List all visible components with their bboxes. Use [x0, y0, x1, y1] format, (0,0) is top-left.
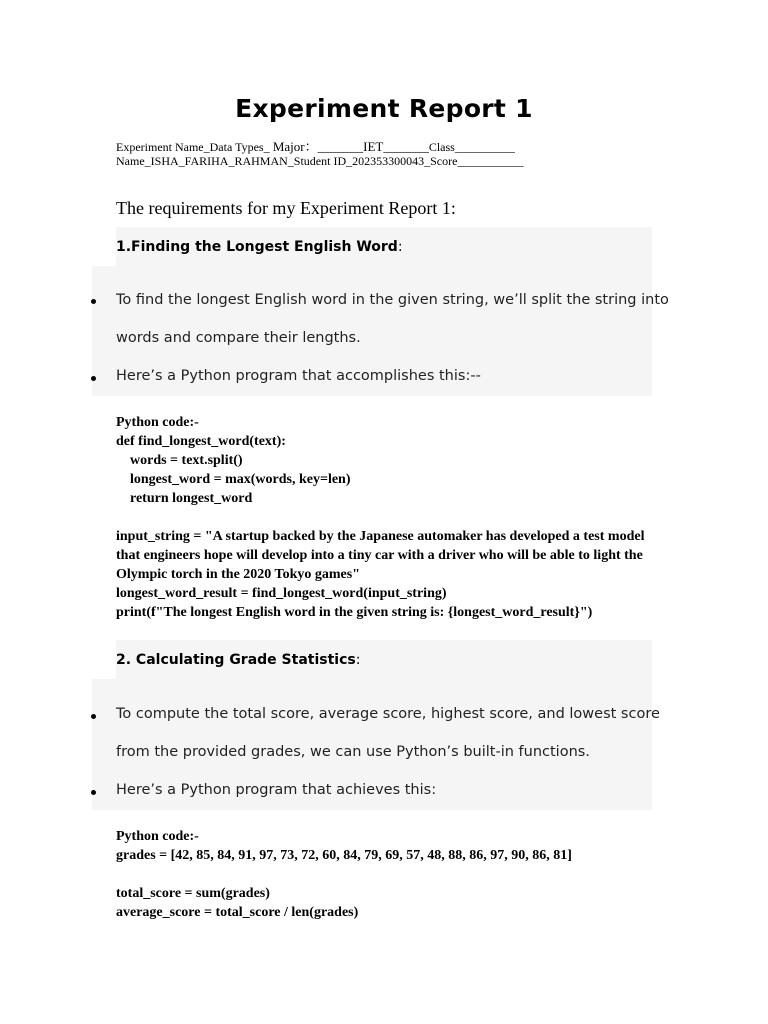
section-1-bullet-1-cont: words and compare their lengths. — [116, 330, 361, 346]
section-2-bullet-1: To compute the total score, average score, highest score, and lowest score — [116, 706, 660, 722]
bullet-icon — [91, 714, 96, 719]
class-value: __________ — [454, 140, 515, 154]
code-line: words = text.split() — [130, 453, 243, 468]
code-line: Python code:- — [116, 829, 199, 844]
code-line: grades = [42, 85, 84, 91, 97, 73, 72, 60, 84, 79, 69, 57, 48, 88, 86, 97, 90, 86, 81] — [116, 848, 572, 863]
student-id-label: Student ID — [293, 154, 347, 168]
section-1-bullet-1: To find the longest English word in the given string, we’ll split the string into — [116, 292, 669, 308]
student-id-value: _202353300043_ — [346, 154, 431, 168]
code-line: print(f"The longest English word in the given string is: {longest_word_result}") — [116, 605, 593, 620]
score-value: ___________ — [457, 154, 524, 168]
class-label: Class — [428, 140, 455, 154]
code-line: def find_longest_word(text): — [116, 434, 286, 449]
page-title: Experiment Report 1 — [235, 94, 533, 123]
section-2-heading-text: 2. Calculating Grade Statistics — [116, 652, 356, 668]
section-2-bullet-1-cont: from the provided grades, we can use Python’s built-in functions. — [116, 744, 590, 760]
code-line: average_score = total_score / len(grades) — [116, 905, 359, 920]
section-1-heading-text: 1.Finding the Longest English Word — [116, 239, 398, 255]
name-value: _ISHA_FARIHA_RAHMAN_ — [144, 154, 294, 168]
requirements-intro: The requirements for my Experiment Report 1: — [116, 198, 456, 218]
section-2-heading — [116, 652, 360, 668]
code-line: total_score = sum(grades) — [116, 886, 270, 901]
bullet-icon — [91, 376, 96, 381]
code-line — [116, 508, 644, 527]
code-line — [116, 865, 572, 884]
section-1-bullet-2: Here’s a Python program that accomplishes this:-- — [116, 368, 481, 384]
code-line: return longest_word — [130, 491, 253, 506]
name-label: Name — [116, 154, 145, 168]
meta-row-experiment — [116, 136, 515, 155]
code-line: longest_word_result = find_longest_word(input_string) — [116, 586, 447, 601]
bullet-icon — [91, 790, 96, 795]
code-line: Python code:- — [116, 415, 199, 430]
code-line: that engineers hope will develop into a tiny car with a driver who will be able to light the — [116, 548, 643, 563]
major-value: _______IET_______ — [317, 139, 429, 154]
score-label: Score — [430, 154, 458, 168]
code-line: input_string = "A startup backed by the Japanese automaker has developed a test model — [116, 529, 645, 544]
section-1-code-block — [116, 413, 644, 622]
section-2-code-block — [116, 827, 572, 922]
major-label: Major： — [269, 139, 318, 154]
section-1-heading — [116, 239, 403, 255]
meta-row-student — [116, 154, 523, 169]
section-1-heading-colon: : — [397, 239, 403, 255]
bullet-icon — [91, 299, 96, 304]
experiment-name-label: Experiment Name — [116, 140, 204, 154]
code-line: longest_word = max(words, key=len) — [130, 472, 351, 487]
code-line: Olympic torch in the 2020 Tokyo games" — [116, 567, 360, 582]
experiment-name-value: _Data Types_ — [203, 140, 270, 154]
section-2-heading-colon: : — [355, 652, 361, 668]
section-2-bullet-2: Here’s a Python program that achieves this: — [116, 782, 437, 798]
